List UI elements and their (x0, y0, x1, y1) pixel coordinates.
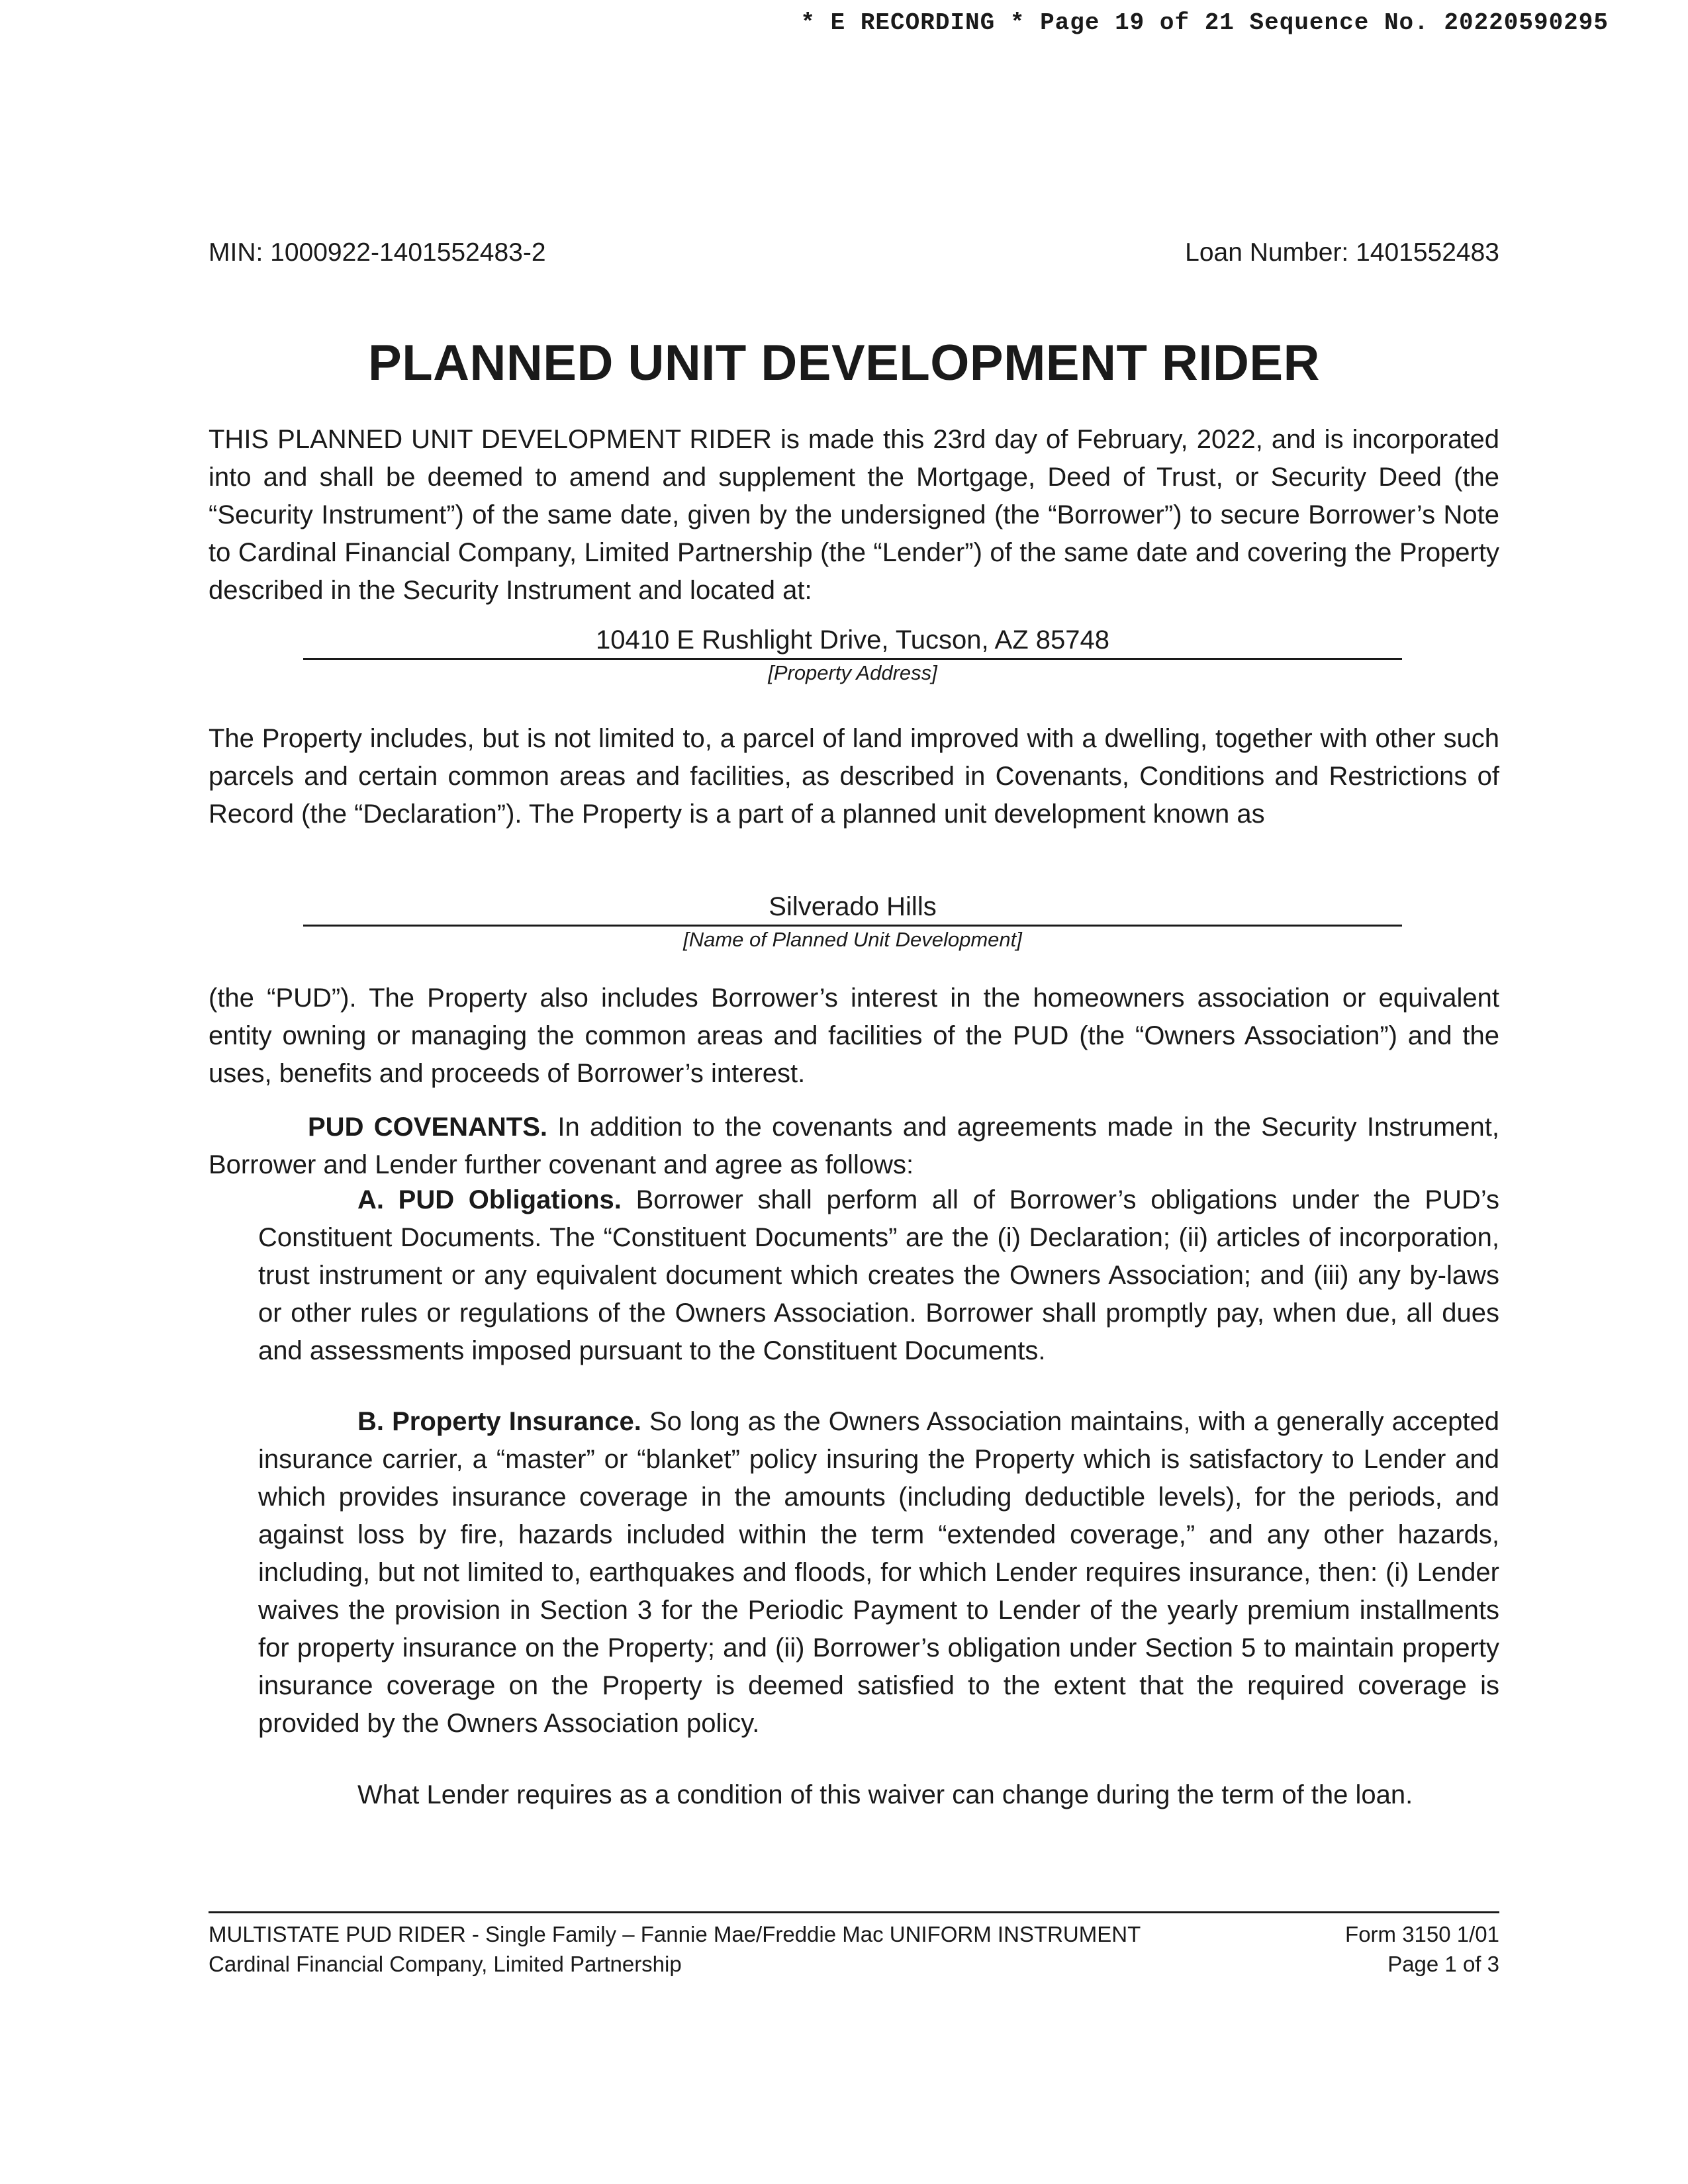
section-b-continued: What Lender requires as a condition of this waiver can change during the term of the loan. (357, 1780, 1413, 1809)
intro-paragraph: THIS PLANNED UNIT DEVELOPMENT RIDER is made this 23rd day of February, 2022, and is incorporated into and shall be deemed to amend and supplement the Mortgage, Deed of Trust, or Security Deed (the “Security Instrument”) of the same date, given by the undersigned (the “Borrower”) to secure Borrower’s Note to Cardinal Financial Company, Limited Partnership (the “Lender”) of the same date and covering the Property described in the Security Instrument and located at: (209, 425, 1499, 605)
pud-paragraph: (the “PUD”). The Property also includes Borrower’s interest in the homeowners association or equivalent entity owning or managing the common areas and facilities of the PUD (the “Owners Association”) and the uses, benefits and proceeds of Borrower’s interest. (209, 983, 1499, 1088)
section-b (258, 1403, 1499, 1743)
loan-number: Loan Number: 1401552483 (1185, 238, 1499, 267)
section-a-heading: A. PUD Obligations. (357, 1185, 622, 1214)
pud-name-field (303, 890, 1402, 953)
footer-company: Cardinal Financial Company, Limited Partnership (209, 1952, 682, 1976)
covenants-heading: PUD COVENANTS. (308, 1113, 548, 1142)
section-b-heading: B. Property Insurance. (357, 1407, 641, 1436)
property-address-caption: [Property Address] (768, 661, 937, 684)
property-address-field (303, 623, 1402, 686)
footer-right (1345, 1919, 1499, 1979)
recording-stamp: * E RECORDING * Page 19 of 21 Sequence No. 20220590295 (800, 9, 1609, 36)
section-a (258, 1181, 1499, 1370)
pud-name-value: Silverado Hills (769, 892, 937, 921)
property-address-value: 10410 E Rushlight Drive, Tucson, AZ 85748 (595, 625, 1109, 655)
footer-divider (209, 1911, 1499, 1913)
covenants-paragraph (209, 1109, 1499, 1184)
section-b-text: So long as the Owners Association maintains, with a generally accepted insurance carrier, a “master” or “blanket” policy insuring the Property which is satisfactory to Lender and which provides insurance coverage in the amounts (including deductible levels), for the periods, and against loss by fire, hazards included within the term “extended coverage,” and any other hazards, including, but not limited to, earthquakes and floods, for which Lender requires insurance, then: (i) Lender waives the provision in Section 3 for the Periodic Payment to Lender of the yearly premium installments for property insurance on the Property; and (ii) Borrower’s obligation under Section 5 to maintain property insurance coverage on the Property is deemed satisfied to the extent that the required coverage is provided by the Owners Association policy. (258, 1407, 1500, 1738)
section-a-text: Borrower shall perform all of Borrower’s obligations under the PUD’s Constituent Documents. The “Constituent Documents” are the (i) Declaration; (ii) articles of incorporation, trust instrument or any equivalent document which creates the Owners Association; and (iii) any by-laws or other rules or regulations of the Owners Association. Borrower shall promptly pay, when due, all dues and assessments imposed pursuant to the Constituent Documents. (258, 1185, 1499, 1365)
covenants-text: In addition to the covenants and agreements made in the Security Instrument, Borrower and Lender further covenant and agree as follows: (209, 1113, 1500, 1179)
footer-page-number: Page 1 of 3 (1387, 1952, 1499, 1976)
min-number: MIN: 1000922-1401552483-2 (209, 238, 546, 267)
property-includes-paragraph: The Property includes, but is not limited to, a parcel of land improved with a dwelling, together with other such parcels and certain common areas and facilities, as described in Covenants, Conditions and Restrictions of Record (the “Declaration”). The Property is a part of a planned unit development known as (209, 724, 1499, 829)
pud-name-caption: [Name of Planned Unit Development] (683, 928, 1022, 951)
footer (209, 1919, 1499, 1979)
header-identifiers (209, 238, 1499, 267)
footer-form-number: Form 3150 1/01 (1345, 1922, 1499, 1946)
footer-left (209, 1919, 1141, 1979)
document-title: PLANNED UNIT DEVELOPMENT RIDER (368, 335, 1320, 391)
footer-form-title: MULTISTATE PUD RIDER - Single Family – Fannie Mae/Freddie Mac UNIFORM INSTRUMENT (209, 1922, 1141, 1946)
